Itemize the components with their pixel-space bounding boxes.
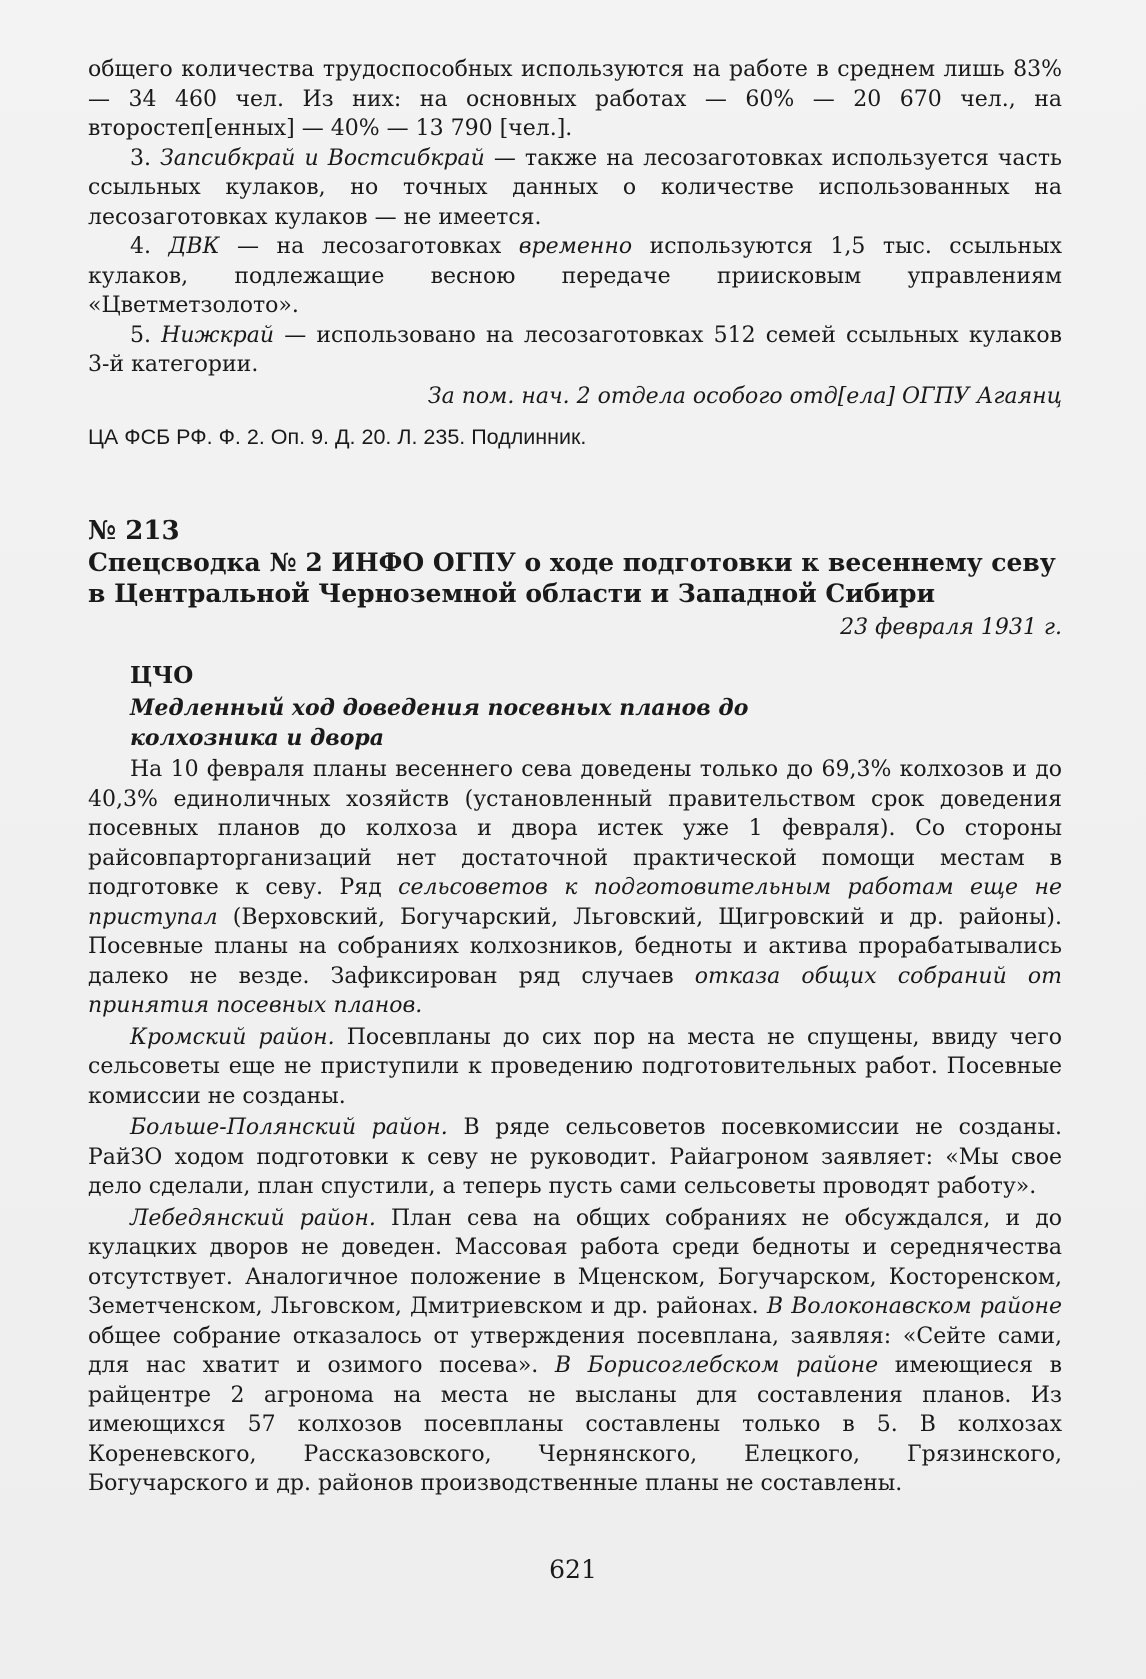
item-5-text: — использовано на лесозаготовках 512 семей ссыльных кулаков 3-й категории. [88, 322, 1063, 377]
item-5-lead: Нижкрай [161, 322, 275, 348]
item-3-text: — также на лесозаготовках используется часть ссыльных кулаков, но точных данных о количестве использованных на лесозаготовках кулаков — не имеется. [88, 145, 1063, 230]
lebedyansky-text-a: План сева на общих собраниях не обсуждался, и до кулацких дворов не доведен. Массовая работа среди бедноты и середнячества отсутствует. Аналогичное положение в Мценском, Богучарском, Косторенском, Земетченском, Льговском, Дмитриевском и др. районах. [88, 1205, 1063, 1319]
document-title: Спецсводка № 2 ИНФО ОГПУ о ходе подготовки к весеннему севу в Центральной Черноземной области и Западной Сибири [88, 548, 1056, 608]
region-heading: ЦЧО [130, 661, 194, 689]
bolshe-polyansky-lead: Больше-Полянский район. [130, 1115, 448, 1140]
plans-text-b: (Верховский, Богучарский, Льговский, Щигровский и др. районы). Посевные планы на собраниях колхозников, бедноты и актива прорабатывались далеко не везде. Зафиксирован ряд случаев [88, 904, 1062, 989]
bolshe-polyansky-text: В ряде сельсоветов посевкомиссии не созданы. РайЗО ходом подготовки к севу не руководит. Райагроном заявляет: «Мы свое дело сделали, план спустили, а теперь пусть сами сельсоветы проводят работу». [88, 1115, 1062, 1199]
paragraph-item-3 [88, 144, 1062, 233]
lebedyansky-lead: Лебедянский район. [130, 1205, 376, 1231]
continuation-block [88, 55, 1062, 453]
item-3-number: 3. [130, 145, 151, 171]
item-5-number: 5. [130, 322, 151, 348]
document-date: 23 февраля 1931 г. [840, 615, 1062, 640]
paragraph-kromsky [88, 1023, 1062, 1112]
volokonovsky-lead: В Волоконавском районе [766, 1294, 1062, 1319]
lebedyansky-text-c: имеющиеся в райцентре 2 агронома на места не высланы для составления планов. Из имеющихся 57 колхозов посевпланы составлены только в 5. В колхозах Кореневского, Рассказовского, Чернянского, Елецкого, Грязинского, Богучарского и др. районов производственные планы не составлены. [88, 1353, 1062, 1496]
paragraph-item-5 [88, 321, 1062, 380]
item-4-number: 4. [130, 234, 151, 259]
paragraph-lebedyansky [88, 1204, 1062, 1499]
lebedyansky-text-b: общее собрание отказалось от утверждения посевплана, заявляя: «Сейте сами, для нас хватит и озимого посева». [88, 1323, 1062, 1378]
paragraph-plans [88, 755, 1062, 1021]
item-4-mid: — на лесозаготовках [237, 234, 502, 259]
paragraph-item-4 [88, 232, 1062, 321]
plans-emphasis-2: отказа общих собраний от принятия посевных планов. [88, 963, 1062, 1018]
archive-source: ЦА ФСБ РФ. Ф. 2. Оп. 9. Д. 20. Л. 235. Подлинник. [88, 425, 587, 449]
item-4-lead: ДВК [168, 234, 220, 259]
plans-text-a: На 10 февраля планы весеннего сева доведены только до 69,3% колхозов и до 40,3% единоличных хозяйств (установленный правительством срок доведения посевных планов до колхоза и двора истек уже 1 февраля). Со стороны райсовпарторганизаций нет достаточной практической помощи местам в подготовке к севу. Ряд [88, 757, 1062, 900]
item-4-emphasis: временно [518, 234, 633, 259]
document-number: № 213 [88, 516, 180, 546]
section-subheading: Медленный ход доведения посевных планов до колхозника и двора [130, 695, 749, 751]
plans-emphasis-1: сельсоветов к подготовительным работам еще не приступал [88, 875, 1063, 930]
kromsky-text: Посевпланы до сих пор на места не спущены, ввиду чего сельсоветы еще не приступили к проведению подготовительных работ. Посевные комиссии не созданы. [88, 1024, 1063, 1109]
borisoglebsky-lead: В Борисоглебском районе [554, 1353, 879, 1378]
signature-line: За пом. нач. 2 отдела особого отд[ела] ОГПУ Агаянц [427, 383, 1062, 409]
page-number: 621 [549, 1555, 597, 1584]
item-4-text: используются 1,5 тыс. ссыльных кулаков, подлежащие весною передаче приисковым управлениям «Цветметзолото». [88, 234, 1062, 318]
paragraph-totals: общего количества трудоспособных используются на работе в среднем лишь 83% — 34 460 чел. Из них: на основных работах — 60% — 20 670 чел., на второстеп[енных] — 40% — 13 790 [чел.]. [88, 57, 1062, 141]
paragraph-bolshe-polyansky [88, 1113, 1062, 1202]
document-213 [88, 515, 1062, 1499]
item-3-lead: Запсибкрай и Востсибкрай [160, 145, 485, 171]
kromsky-lead: Кромский район. [130, 1024, 335, 1050]
